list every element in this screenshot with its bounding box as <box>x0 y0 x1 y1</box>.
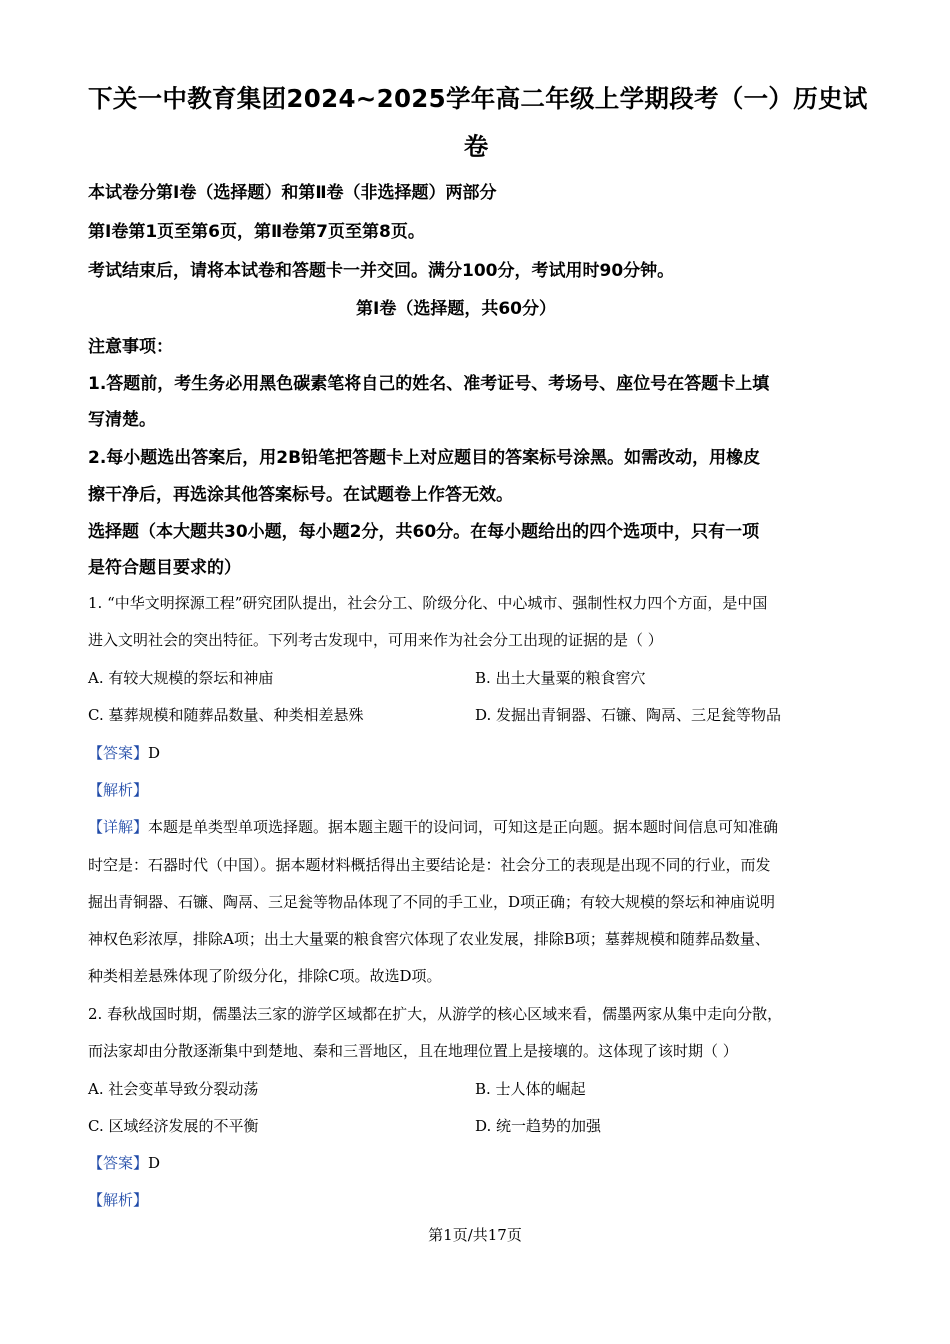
q1-stem-line-2: 进入文明社会的突出特征。下列考古发现中，可用来作为社会分工出现的证据的是（ ） <box>88 631 663 649</box>
q1-option-c: C. 墓葬规模和随葬品数量、种类相差悬殊 <box>88 706 364 724</box>
q2-option-a: A. 社会变革导致分裂动荡 <box>88 1080 259 1098</box>
choice-instruction-line-2: 是符合题目要求的） <box>88 558 241 578</box>
q1-detail-text-1: 本题是单类型单项选择题。据本题主题干的设问词，可知这是正向题。据本题时间信息可知准确 <box>148 818 779 836</box>
q2-analysis-label: 【解析】 <box>88 1191 149 1209</box>
intro-line-3: 考试结束后，请将本试卷和答题卡一并交回。满分100分，考试用时90分钟。 <box>88 261 675 281</box>
q1-detail-line-5: 种类相差悬殊体现了阶级分化，排除C项。故选D项。 <box>88 967 442 985</box>
page-title-continued: 卷 <box>463 132 489 161</box>
notice-1-line-2: 写清楚。 <box>88 410 156 430</box>
page-title: 下关一中教育集团2024~2025学年高二年级上学期段考（一）历史试 <box>88 84 868 113</box>
q1-option-b: B. 出土大量粟的粮食窖穴 <box>475 669 646 687</box>
q1-detail-line-1 <box>88 816 778 837</box>
q2-stem-line-1: 2. 春秋战国时期，儒墨法三家的游学区域都在扩大，从游学的核心区域来看，儒墨两家从集中走向分散， <box>88 1005 783 1023</box>
q2-option-d: D. 统一趋势的加强 <box>475 1117 602 1135</box>
q1-answer-value: D <box>148 744 161 762</box>
q1-detail-line-2: 时空是：石器时代（中国）。据本题材料概括得出主要结论是：社会分工的表现是出现不同的行业，而发 <box>88 856 771 874</box>
notice-heading: 注意事项： <box>88 337 173 357</box>
q2-option-b: B. 士人体的崛起 <box>475 1080 586 1098</box>
q1-stem-line-1: 1. “中华文明探源工程”研究团队提出，社会分工、阶级分化、中心城市、强制性权力四个方面，是中国 <box>88 594 768 612</box>
q2-stem-line-2: 而法家却由分散逐渐集中到楚地、秦和三晋地区，且在地理位置上是接壤的。这体现了该时期（ ） <box>88 1042 738 1060</box>
choice-instruction-line-1: 选择题（本大题共30小题，每小题2分，共60分。在每小题给出的四个选项中，只有一项 <box>88 522 760 542</box>
q1-option-a: A. 有较大规模的祭坛和神庙 <box>88 669 274 687</box>
q1-detail-label: 【详解】 <box>88 818 149 836</box>
notice-2-line-1: 2.每小题选出答案后，用2B铅笔把答题卡上对应题目的答案标号涂黑。如需改动，用橡皮 <box>88 448 761 468</box>
q2-answer <box>88 1152 160 1173</box>
page-footer: 第1页/共17页 <box>428 1226 522 1244</box>
q1-analysis-label: 【解析】 <box>88 781 149 799</box>
q2-answer-value: D <box>148 1154 161 1172</box>
q1-answer-label: 【答案】 <box>88 744 149 762</box>
notice-2-line-2: 擦干净后，再选涂其他答案标号。在试题卷上作答无效。 <box>88 485 513 505</box>
q1-option-d: D. 发掘出青铜器、石镰、陶鬲、三足瓮等物品 <box>475 706 782 724</box>
q1-detail-line-4: 神权色彩浓厚，排除A项；出土大量粟的粮食窖穴体现了农业发展，排除B项；墓葬规模和随葬品数量、 <box>88 930 770 948</box>
intro-line-2: 第Ⅰ卷第1页至第6页，第Ⅱ卷第7页至第8页。 <box>88 222 425 242</box>
q1-detail-line-3: 掘出青铜器、石镰、陶鬲、三足瓮等物品体现了不同的手工业，D项正确；有较大规模的祭坛和神庙说明 <box>88 893 776 911</box>
section-title: 第Ⅰ卷（选择题，共60分） <box>356 299 556 319</box>
notice-1-line-1: 1.答题前，考生务必用黑色碳素笔将自己的姓名、准考证号、考场号、座位号在答题卡上填 <box>88 374 770 394</box>
title-block <box>88 82 868 164</box>
q1-answer <box>88 742 160 763</box>
q2-answer-label: 【答案】 <box>88 1154 149 1172</box>
intro-line-1: 本试卷分第Ⅰ卷（选择题）和第Ⅱ卷（非选择题）两部分 <box>88 183 497 203</box>
q2-option-c: C. 区域经济发展的不平衡 <box>88 1117 259 1135</box>
